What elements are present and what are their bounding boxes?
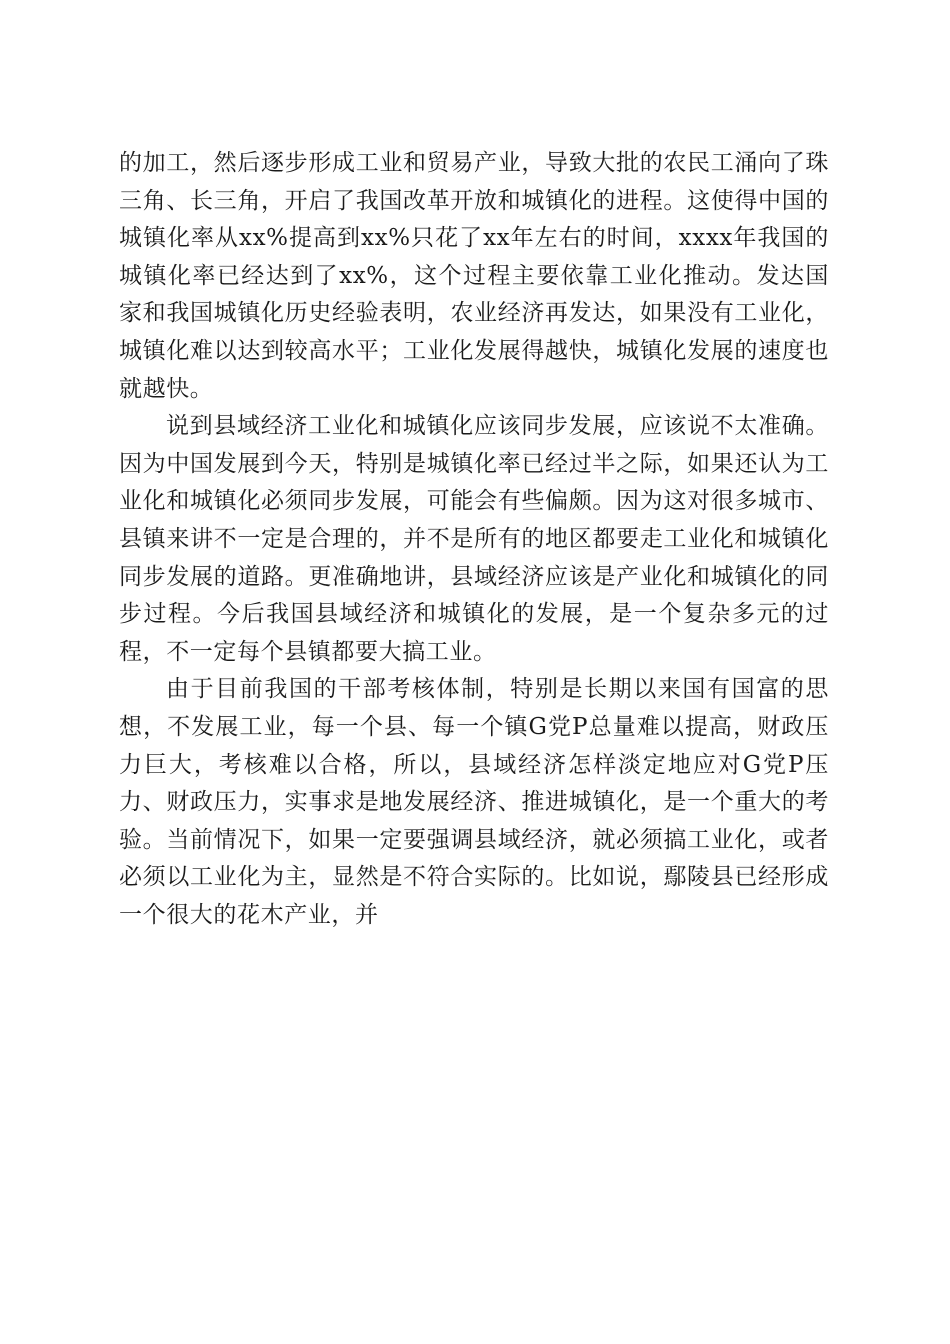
- paragraph-1: 的加工，然后逐步形成工业和贸易产业，导致大批的农民工涌向了珠三角、长三角，开启了我国改革开放和城镇化的进程。这使得中国的城镇化率从xx%提高到xx%只花了xx年左右的时间，xxxx年我国的城镇化率已经达到了xx%，这个过程主要依靠工业化推动。发达国家和我国城镇化历史经验表明，农业经济再发达，如果没有工业化，城镇化难以达到较高水平；工业化发展得越快，城镇化发展的速度也就越快。: [119, 150, 829, 402]
- paragraph-3: 由于目前我国的干部考核体制，特别是长期以来国有国富的思想，不发展工业，每一个县、每一个镇G党P总量难以提高，财政压力巨大，考核难以合格，所以，县域经济怎样淡定地应对G党P压力、财政压力，实事求是地发展经济、推进城镇化，是一个重大的考验。当前情况下，如果一定要强调县域经济，就必须搞工业化，或者必须以工业化为主，显然是不符合实际的。比如说，鄢陵县已经形成一个很大的花木产业，并: [119, 676, 829, 928]
- document-page: [119, 145, 829, 934]
- paragraph-2: 说到县域经济工业化和城镇化应该同步发展，应该说不太准确。因为中国发展到今天，特别是城镇化率已经过半之际，如果还认为工业化和城镇化必须同步发展，可能会有些偏颇。因为这对很多城市、县镇来讲不一定是合理的，并不是所有的地区都要走工业化和城镇化同步发展的道路。更准确地讲，县域经济应该是产业化和城镇化的同步过程。今后我国县域经济和城镇化的发展，是一个复杂多元的过程，不一定每个县镇都要大搞工业。: [119, 413, 829, 665]
